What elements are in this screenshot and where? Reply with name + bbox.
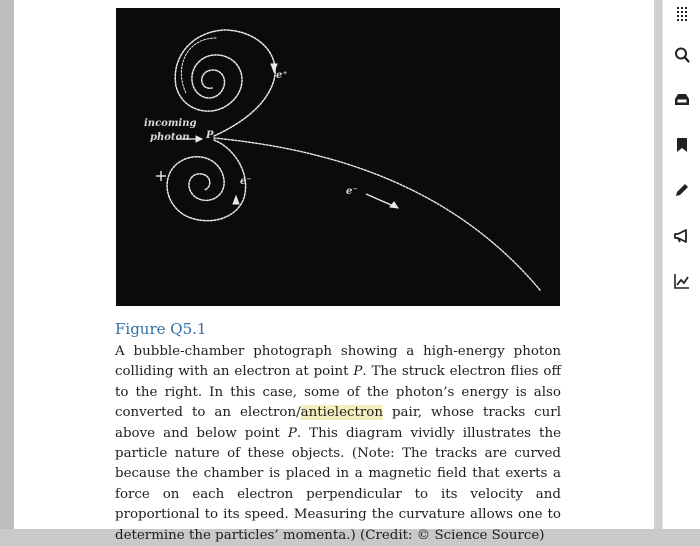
caption-point-ref: P [353,364,363,380]
list-icon[interactable] [670,2,694,26]
figure-caption-text [115,342,561,546]
left-gutter [0,0,14,529]
electron-right-label: e⁻ [346,186,358,197]
electron-bottom-label: e⁻ [240,176,252,187]
search-icon[interactable] [670,43,694,67]
caption-text-part: . The struck electron flies off to the right. In this case, some of the photon’s energy is also converted to an electron/ [115,364,561,421]
bookmark-icon[interactable] [670,133,694,157]
bubble-chamber-tracks [116,8,560,306]
right-gutter [654,0,662,529]
figure-caption-title: Figure Q5.1 [115,320,207,338]
trend-chart-icon[interactable] [670,269,694,293]
pencil-icon[interactable] [670,178,694,202]
photon-arrow-icon [196,136,202,142]
photon-label: photon [150,132,190,143]
side-toolbar [662,0,700,529]
incoming-label: incoming [144,118,197,129]
lower-spiral-track [167,140,246,221]
bubble-chamber-figure [116,8,560,306]
inbox-icon[interactable] [670,88,694,112]
document-page [14,0,654,543]
highlighted-word[interactable]: antielectron [300,405,383,421]
electron-track [214,138,540,290]
megaphone-icon[interactable] [670,224,694,248]
caption-text-part: . This diagram vividly illustrates the particle nature of these objects. (Note: The tracks are curved because the chamber is placed in a magnetic field that exerts a force on each electron perpendicular to its velocity and proportional to its speed. Measuring the curvature allows one to determine the particles’ momenta.) (Credit: © Science Source) [115,425,561,543]
caption-text-part: pair, whose tracks curl above and below point [115,405,561,441]
right-arrow-icon [390,202,398,208]
caption-point-ref: P [287,425,297,441]
caption-text-part: A bubble-chamber photograph showing a high-energy photon colliding with an electron at point [115,344,561,380]
positron-label: e⁺ [276,70,288,81]
bottom-arrow-icon [233,196,239,204]
point-p-label: P [206,130,214,141]
